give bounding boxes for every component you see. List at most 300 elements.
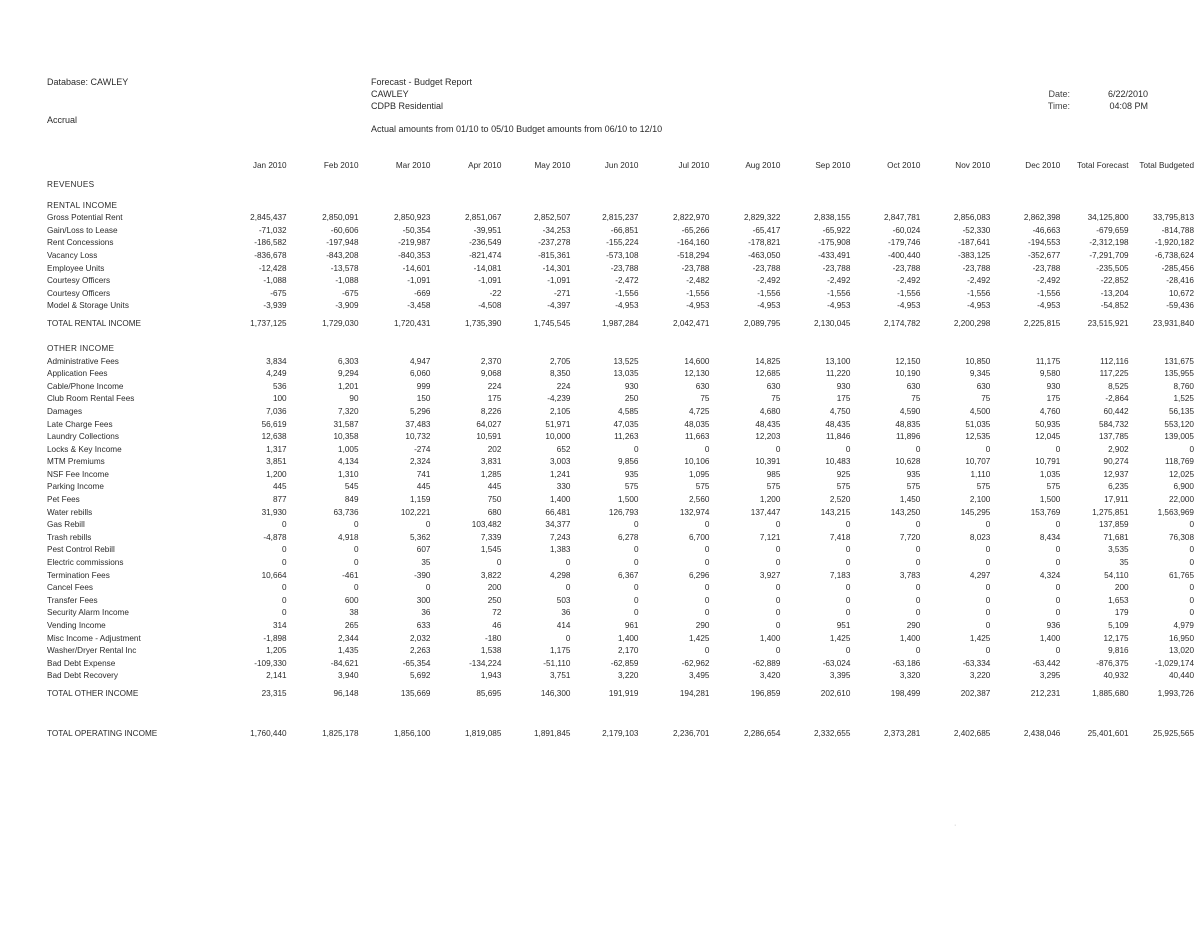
- cell-value: [715, 179, 786, 192]
- col-header-total-forecast: Total Forecast: [1077, 161, 1129, 170]
- cell-value: 4,760: [1039, 406, 1061, 416]
- cell-value: [1135, 200, 1200, 213]
- cell-value: 2,332,655: [813, 728, 851, 738]
- cell-value: 4,947: [409, 356, 431, 366]
- cell-value: 0: [915, 608, 921, 618]
- cell-value: 0: [633, 444, 639, 454]
- cell-value: 4,249: [266, 369, 287, 379]
- cell-value: 3,831: [480, 457, 502, 467]
- cell-value: 179: [1114, 608, 1129, 618]
- row-label: Employee Units: [47, 263, 105, 273]
- row-label: Washer/Dryer Rental Inc: [47, 646, 137, 656]
- cell-value: 3,495: [688, 671, 710, 681]
- row-label: Administrative Fees: [47, 356, 119, 366]
- cell-value: 25,925,565: [1153, 728, 1194, 738]
- cell-value: 50,935: [1035, 419, 1061, 429]
- cell-value: 250: [624, 394, 639, 404]
- row-label: Water rebills: [47, 507, 93, 517]
- cell-value: 2,370: [480, 356, 502, 366]
- property-name: CDPB Residential: [371, 101, 444, 111]
- cell-value: 0: [775, 646, 781, 656]
- table-row: [47, 544, 1200, 557]
- cell-value: -1,091: [547, 276, 571, 286]
- cell-value: 11,220: [825, 369, 851, 379]
- cell-value: 0: [845, 583, 851, 593]
- cell-value: [576, 179, 644, 192]
- cell-value: 0: [1189, 444, 1194, 454]
- cell-value: 8,350: [549, 369, 571, 379]
- cell-value: 12,150: [895, 356, 921, 366]
- row-label: Vending Income: [47, 621, 106, 630]
- cell-value: [576, 200, 644, 213]
- cell-value: 200: [487, 583, 502, 593]
- cell-value: 0: [985, 545, 991, 555]
- cell-value: 2,829,322: [743, 213, 781, 223]
- cell-value: 0: [633, 558, 639, 568]
- cell-value: -13,578: [330, 263, 359, 273]
- cell-value: 2,402,685: [953, 728, 991, 738]
- cell-value: 4,750: [829, 406, 851, 416]
- row-label: Rent Concessions: [47, 238, 114, 248]
- cell-value: 0: [985, 444, 991, 454]
- cell-value: 10,106: [684, 457, 710, 467]
- cell-value: 8,525: [1108, 381, 1129, 391]
- cell-value: 3,783: [899, 570, 921, 580]
- table-row: [47, 212, 1200, 225]
- cell-value: -1,556: [967, 288, 991, 298]
- cell-value: 56,135: [1168, 406, 1194, 416]
- cell-value: 6,296: [688, 570, 710, 580]
- cell-value: 36: [561, 608, 571, 618]
- cell-value: 0: [845, 520, 851, 530]
- cell-value: 12,685: [755, 369, 781, 379]
- cell-value: 196,859: [750, 688, 781, 698]
- cell-value: 0: [915, 558, 921, 568]
- cell-value: 6,700: [688, 532, 710, 542]
- row-label: Bad Debt Expense: [47, 658, 116, 668]
- cell-value: -1,556: [757, 288, 781, 298]
- cell-value: -1,556: [686, 288, 710, 298]
- cell-value: 575: [1046, 482, 1061, 492]
- cell-value: -237,278: [538, 238, 571, 248]
- cell-value: -7,291,709: [1089, 250, 1129, 260]
- cell-value: 12,638: [261, 432, 287, 442]
- cell-value: 13,035: [613, 369, 639, 379]
- cell-value: -4,953: [827, 301, 851, 311]
- cell-value: 212,231: [1030, 688, 1061, 698]
- cell-value: 1,400: [549, 495, 571, 505]
- cell-value: 2,856,083: [953, 213, 991, 223]
- cell-value: -179,746: [888, 238, 921, 248]
- cell-value: 12,203: [755, 432, 781, 442]
- cell-value: [217, 343, 293, 356]
- cell-value: 0: [985, 595, 991, 605]
- cell-value: 10,483: [825, 457, 851, 467]
- cell-value: 5,692: [409, 671, 431, 681]
- cell-value: 0: [915, 646, 921, 656]
- cell-value: 0: [425, 520, 431, 530]
- row-label: Pest Control Rebill: [47, 545, 115, 555]
- cell-value: [507, 179, 576, 192]
- cell-value: 0: [845, 608, 851, 618]
- row-label: Termination Fees: [47, 570, 110, 580]
- cell-value: -34,253: [542, 225, 571, 235]
- cell-value: 0: [704, 520, 710, 530]
- cell-value: 3,834: [266, 356, 287, 366]
- accounting-basis: Accrual: [47, 115, 78, 125]
- cell-value: -4,953: [967, 301, 991, 311]
- cell-value: 191,919: [608, 688, 639, 698]
- cell-value: 445: [416, 482, 431, 492]
- table-row: [47, 406, 1200, 419]
- cell-value: 630: [976, 381, 991, 391]
- cell-value: 2,520: [829, 495, 851, 505]
- col-header: Aug 2010: [745, 161, 781, 170]
- cell-value: 4,680: [759, 406, 781, 416]
- cell-value: -194,553: [1028, 238, 1061, 248]
- cell-value: -62,962: [681, 658, 710, 668]
- cell-value: -60,606: [330, 225, 359, 235]
- cell-value: -840,353: [398, 250, 431, 260]
- cell-value: [856, 179, 926, 192]
- row-label: Late Charge Fees: [47, 419, 113, 429]
- cell-value: 0: [775, 558, 781, 568]
- cell-value: 1,538: [480, 646, 502, 656]
- cell-value: 0: [425, 583, 431, 593]
- cell-value: -4,878: [263, 532, 287, 542]
- cell-value: -669: [414, 288, 431, 298]
- cell-value: 4,585: [618, 406, 639, 416]
- cell-value: 35: [1119, 558, 1129, 568]
- cell-value: -22,852: [1100, 276, 1129, 286]
- cell-value: -4,397: [547, 301, 571, 311]
- cell-value: 137,447: [750, 507, 781, 517]
- table-row: [47, 381, 1200, 394]
- cell-value: -23,788: [681, 263, 710, 273]
- cell-value: -1,088: [335, 276, 359, 286]
- row-label: Damages: [47, 406, 83, 416]
- total-other-income-row: [47, 683, 1200, 705]
- cell-value: 1,729,030: [322, 318, 359, 328]
- cell-value: -274: [414, 444, 431, 454]
- cell-value: 9,068: [480, 369, 502, 379]
- date-range-note: Actual amounts from 01/10 to 05/10 Budget amounts from 06/10 to 12/10: [371, 124, 663, 134]
- cell-value: -679,659: [1096, 225, 1129, 235]
- cell-value: 48,435: [825, 419, 851, 429]
- cell-value: 5,296: [409, 406, 431, 416]
- col-header: Nov 2010: [955, 161, 991, 170]
- cell-value: 0: [1055, 520, 1061, 530]
- cell-value: 13,525: [613, 356, 639, 366]
- cell-value: 61,765: [1168, 570, 1194, 580]
- table-row: [47, 607, 1200, 620]
- cell-value: 575: [624, 482, 639, 492]
- cell-value: [293, 200, 365, 213]
- cell-value: 23,931,840: [1153, 318, 1194, 328]
- cell-value: -6,738,624: [1154, 250, 1194, 260]
- cell-value: 8,226: [480, 406, 502, 416]
- cell-value: 22,000: [1168, 495, 1194, 505]
- cell-value: [996, 200, 1066, 213]
- cell-value: 0: [282, 558, 287, 568]
- section-header-other-income: [47, 343, 1200, 356]
- cell-value: 0: [1189, 558, 1194, 568]
- cell-value: 75: [911, 394, 921, 404]
- col-header: Oct 2010: [887, 161, 921, 170]
- cell-value: -2,472: [615, 276, 639, 286]
- cell-value: [576, 343, 644, 356]
- cell-value: [786, 179, 856, 192]
- cell-value: -155,224: [606, 238, 639, 248]
- cell-value: 2,822,970: [673, 213, 710, 223]
- cell-value: 3,751: [549, 671, 571, 681]
- cell-value: 63,736: [333, 507, 359, 517]
- row-label: Transfer Fees: [47, 595, 98, 605]
- table-row: [47, 393, 1200, 406]
- cell-value: 135,669: [400, 688, 431, 698]
- cell-value: 40,440: [1168, 671, 1194, 681]
- cell-value: 936: [1046, 621, 1061, 630]
- table-row: [47, 633, 1200, 646]
- section-header-rental-income: [47, 200, 1200, 213]
- row-label: OTHER INCOME: [47, 343, 115, 353]
- row-label: TOTAL OTHER INCOME: [47, 688, 139, 698]
- cell-value: 4,134: [338, 457, 359, 467]
- cell-value: 16,950: [1168, 633, 1194, 643]
- cell-value: 0: [1189, 595, 1194, 605]
- cell-value: -23,788: [892, 263, 921, 273]
- cell-value: -23,788: [1032, 263, 1061, 273]
- cell-value: 46: [492, 621, 502, 630]
- cell-value: 202,610: [820, 688, 851, 698]
- cell-value: 11,846: [825, 432, 851, 442]
- table-row: [47, 557, 1200, 570]
- cell-value: [715, 200, 786, 213]
- cell-value: 1,317: [266, 444, 287, 454]
- cell-value: 96,148: [333, 688, 359, 698]
- cell-value: 10,850: [965, 356, 991, 366]
- cell-value: 553,120: [1164, 419, 1194, 429]
- cell-value: -2,492: [1037, 276, 1061, 286]
- cell-value: 7,121: [759, 532, 781, 542]
- cell-value: 2,032: [409, 633, 431, 643]
- row-label: Gain/Loss to Lease: [47, 225, 118, 235]
- cell-value: 1,425: [688, 633, 710, 643]
- cell-value: 1,275,851: [1092, 507, 1129, 517]
- row-label: Misc Income - Adjustment: [47, 633, 141, 643]
- cell-value: 12,130: [684, 369, 710, 379]
- cell-value: 2,130,045: [813, 318, 851, 328]
- cell-value: 90: [349, 394, 359, 404]
- cell-value: 48,835: [895, 419, 921, 429]
- cell-value: [715, 343, 786, 356]
- cell-value: 0: [353, 583, 359, 593]
- cell-value: 630: [906, 381, 921, 391]
- cell-value: -186,582: [254, 238, 287, 248]
- cell-value: 34,377: [545, 520, 571, 530]
- cell-value: -164,160: [677, 238, 710, 248]
- cell-value: 48,035: [684, 419, 710, 429]
- cell-value: -63,442: [1032, 658, 1061, 668]
- cell-value: 2,705: [549, 356, 571, 366]
- cell-value: 0: [1055, 595, 1061, 605]
- cell-value: 0: [845, 595, 851, 605]
- cell-value: 0: [1189, 583, 1194, 593]
- cell-value: 4,979: [1173, 621, 1194, 630]
- cell-value: [365, 200, 437, 213]
- cell-value: 10,707: [965, 457, 991, 467]
- col-header: Mar 2010: [395, 161, 431, 170]
- cell-value: -197,948: [326, 238, 359, 248]
- cell-value: 0: [775, 621, 781, 630]
- cell-value: 1,987,284: [602, 318, 639, 328]
- row-label: Model & Storage Units: [47, 301, 129, 311]
- cell-value: 146,300: [540, 688, 571, 698]
- row-label: Parking Income: [47, 482, 104, 492]
- cell-value: 2,852,507: [534, 213, 571, 223]
- cell-value: -3,909: [335, 301, 359, 311]
- cell-value: 11,896: [895, 432, 921, 442]
- cell-value: 0: [704, 545, 710, 555]
- cell-value: 0: [704, 646, 710, 656]
- cell-value: 31,930: [261, 507, 287, 517]
- cell-value: 60,442: [1103, 406, 1129, 416]
- table-row: [47, 288, 1200, 301]
- row-label: Gas Rebill: [47, 520, 85, 530]
- cell-value: 0: [1055, 583, 1061, 593]
- cell-value: -23,788: [962, 263, 991, 273]
- table-row: [47, 456, 1200, 469]
- cell-value: 445: [272, 482, 287, 492]
- cell-value: 1,885,680: [1092, 688, 1129, 698]
- cell-value: [436, 179, 507, 192]
- table-row: [47, 275, 1200, 288]
- cell-value: 56,619: [261, 419, 287, 429]
- cell-value: 0: [985, 558, 991, 568]
- cell-value: 0: [282, 545, 287, 555]
- cell-value: 1,745,545: [534, 318, 571, 328]
- cell-value: 7,036: [266, 406, 287, 416]
- cell-value: 0: [353, 545, 359, 555]
- row-label: Pet Fees: [47, 495, 80, 505]
- cell-value: -815,361: [538, 250, 571, 260]
- cell-value: 314: [272, 621, 287, 630]
- cell-value: 0: [775, 595, 781, 605]
- cell-value: -178,821: [748, 238, 781, 248]
- cell-value: -400,440: [888, 250, 921, 260]
- cell-value: -63,334: [962, 658, 991, 668]
- cell-value: 849: [344, 495, 359, 505]
- time-value: 04:08 PM: [1109, 101, 1148, 111]
- cell-value: -2,864: [1105, 394, 1129, 404]
- cell-value: 2,560: [688, 495, 710, 505]
- cell-value: -84,621: [330, 658, 359, 668]
- cell-value: 8,023: [969, 532, 991, 542]
- cell-value: 7,320: [338, 406, 359, 416]
- cell-value: -22: [489, 288, 502, 298]
- cell-value: 10,732: [405, 432, 431, 442]
- cell-value: 224: [556, 381, 571, 391]
- row-label: MTM Premiums: [47, 457, 105, 467]
- cell-value: -352,677: [1028, 250, 1061, 260]
- cell-value: 102,221: [400, 507, 431, 517]
- cell-value: 1,819,085: [464, 728, 502, 738]
- cell-value: 1,450: [899, 495, 921, 505]
- col-header: Jun 2010: [604, 161, 639, 170]
- cell-value: 12,535: [965, 432, 991, 442]
- cell-value: 23,315: [261, 688, 287, 698]
- cell-value: 132,974: [679, 507, 710, 517]
- cell-value: -60,024: [892, 225, 921, 235]
- cell-value: [217, 179, 293, 192]
- cell-value: 6,278: [618, 532, 639, 542]
- cell-value: 1,110: [970, 469, 991, 479]
- cell-value: -383,125: [958, 250, 991, 260]
- section-header-revenues: [47, 179, 1200, 192]
- cell-value: 38: [349, 608, 359, 618]
- cell-value: 126,793: [608, 507, 639, 517]
- cell-value: 330: [556, 482, 571, 492]
- cell-value: 2,170: [618, 646, 639, 656]
- cell-value: 0: [915, 444, 921, 454]
- cell-value: -46,663: [1032, 225, 1061, 235]
- cell-value: -285,456: [1161, 263, 1194, 273]
- cell-value: 0: [1189, 520, 1194, 530]
- cell-value: 100: [272, 394, 287, 404]
- cell-value: 633: [416, 621, 431, 630]
- cell-value: -1,898: [263, 633, 287, 643]
- cell-value: -4,239: [547, 394, 571, 404]
- cell-value: 54,110: [1104, 570, 1129, 580]
- cell-value: 0: [565, 558, 571, 568]
- cell-value: -52,330: [962, 225, 991, 235]
- cell-value: 0: [985, 621, 991, 630]
- cell-value: -573,108: [606, 250, 639, 260]
- cell-value: 584,732: [1098, 419, 1129, 429]
- cell-value: -2,312,198: [1089, 238, 1129, 248]
- cell-value: -23,788: [752, 263, 781, 273]
- cell-value: 3,003: [549, 457, 571, 467]
- cell-value: -235,505: [1096, 263, 1129, 273]
- report-heading: [371, 76, 662, 135]
- table-row: [47, 356, 1200, 369]
- cell-value: 1,760,440: [250, 728, 287, 738]
- cell-value: -63,024: [822, 658, 851, 668]
- cell-value: 0: [633, 595, 639, 605]
- cell-value: 2,179,103: [602, 728, 639, 738]
- row-label: NSF Fee Income: [47, 469, 109, 479]
- cell-value: -814,788: [1161, 225, 1194, 235]
- row-label: Trash rebills: [47, 532, 92, 542]
- cell-value: 4,918: [338, 532, 359, 542]
- date-value: 6/22/2010: [1107, 89, 1148, 99]
- cell-value: 290: [906, 621, 921, 630]
- cell-value: 12,937: [1103, 469, 1129, 479]
- cell-value: 2,847,781: [883, 213, 921, 223]
- cell-value: 607: [416, 545, 431, 555]
- cell-value: 0: [633, 520, 639, 530]
- cell-value: 0: [985, 646, 991, 656]
- cell-value: 6,060: [409, 369, 431, 379]
- cell-value: 250: [487, 595, 502, 605]
- cell-value: 1,856,100: [394, 728, 431, 738]
- cell-value: 3,220: [618, 671, 639, 681]
- cell-value: 935: [906, 469, 921, 479]
- cell-value: 2,344: [338, 633, 359, 643]
- cell-value: 1,891,845: [534, 728, 571, 738]
- cell-value: 7,720: [899, 532, 921, 542]
- cell-value: -4,953: [1037, 301, 1061, 311]
